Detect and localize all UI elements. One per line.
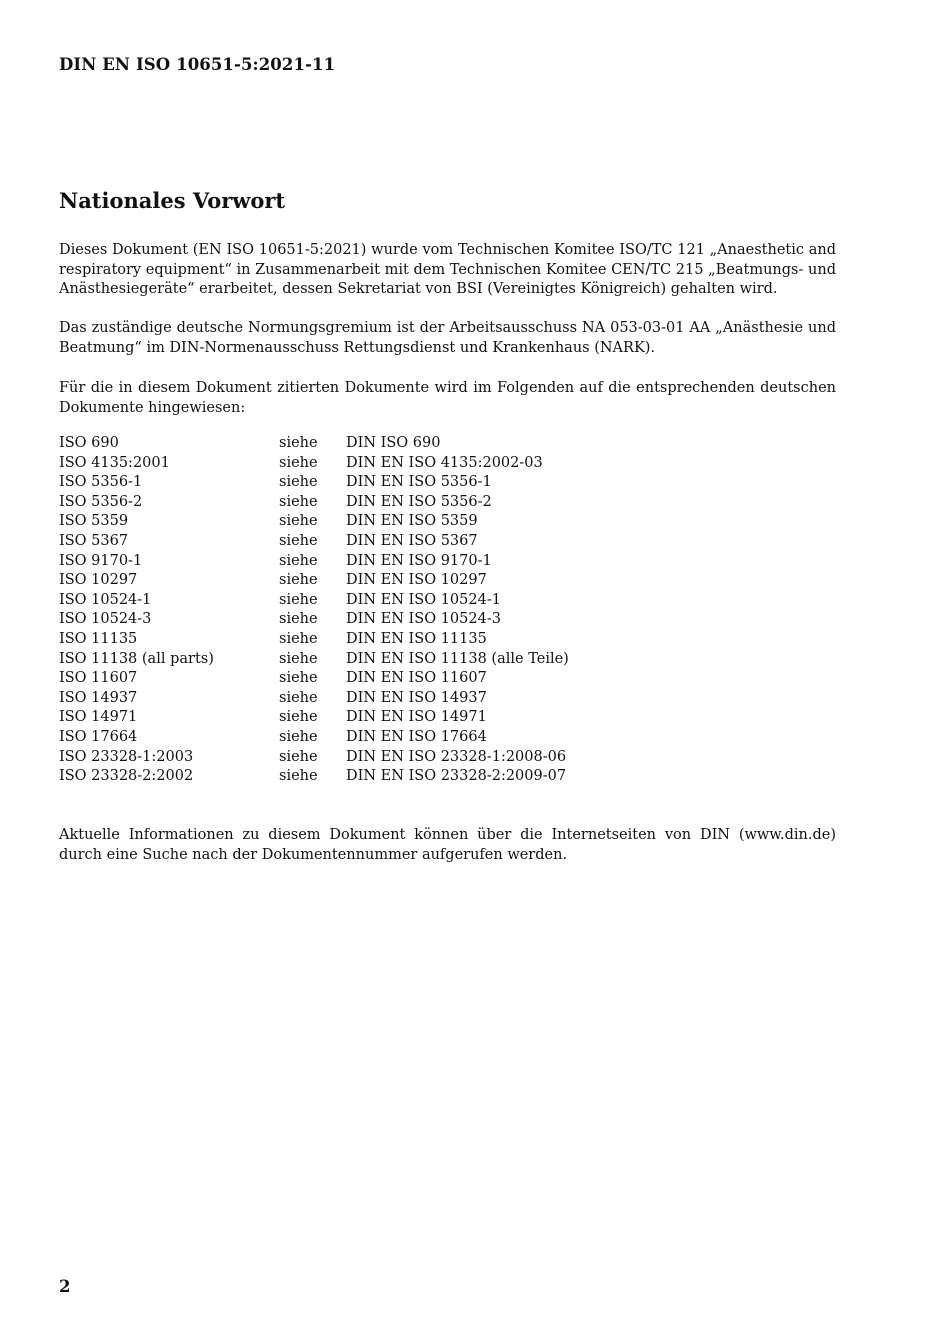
- iso-reference: ISO 5356-1: [59, 474, 143, 491]
- table-row: [59, 689, 569, 709]
- siehe-label: siehe: [279, 670, 318, 687]
- table-row: [59, 571, 569, 591]
- table-row: [59, 493, 569, 513]
- din-reference: DIN EN ISO 23328-2:2009-07: [346, 768, 567, 785]
- iso-reference: ISO 10297: [59, 572, 138, 589]
- table-row: [59, 610, 569, 630]
- iso-reference: ISO 5359: [59, 513, 129, 530]
- din-reference: DIN ISO 690: [346, 435, 441, 451]
- din-reference: DIN EN ISO 5367: [346, 532, 478, 549]
- iso-reference: ISO 690: [59, 435, 119, 451]
- iso-reference: ISO 11135: [59, 630, 138, 647]
- section-title: Nationales Vorwort: [59, 188, 286, 213]
- table-row: [59, 728, 569, 748]
- iso-reference: ISO 14971: [59, 709, 138, 726]
- siehe-label: siehe: [279, 454, 318, 471]
- iso-reference: ISO 4135:2001: [59, 454, 170, 471]
- page-number: 2: [59, 1277, 71, 1296]
- siehe-label: siehe: [279, 552, 318, 569]
- din-reference: DIN EN ISO 11138 (alle Teile): [346, 650, 569, 667]
- siehe-label: siehe: [279, 689, 318, 706]
- table-row: [59, 473, 569, 493]
- siehe-label: siehe: [279, 728, 318, 745]
- table-row: [59, 434, 569, 454]
- table-row: [59, 552, 569, 572]
- din-reference: DIN EN ISO 11607: [346, 670, 487, 687]
- iso-reference: ISO 5356-2: [59, 493, 143, 510]
- table-row: [59, 650, 569, 670]
- iso-reference: ISO 17664: [59, 728, 138, 745]
- iso-reference: ISO 11138 (all parts): [59, 650, 214, 667]
- din-reference: DIN EN ISO 10524-3: [346, 611, 501, 628]
- table-row: [59, 454, 569, 474]
- siehe-label: siehe: [279, 532, 318, 549]
- din-reference: DIN EN ISO 11135: [346, 630, 487, 647]
- din-reference: DIN EN ISO 14971: [346, 709, 487, 726]
- din-reference: DIN EN ISO 10297: [346, 572, 487, 589]
- table-row: [59, 767, 569, 787]
- siehe-label: siehe: [279, 630, 318, 647]
- siehe-label: siehe: [279, 493, 318, 510]
- reference-table: [59, 434, 569, 787]
- iso-reference: ISO 9170-1: [59, 552, 143, 569]
- siehe-label: siehe: [279, 709, 318, 726]
- table-row: [59, 748, 569, 768]
- table-row: [59, 532, 569, 552]
- iso-reference: ISO 11607: [59, 670, 138, 687]
- table-row: [59, 708, 569, 728]
- din-reference: DIN EN ISO 4135:2002-03: [346, 454, 543, 471]
- siehe-label: siehe: [279, 572, 318, 589]
- paragraph-committee: Dieses Dokument (EN ISO 10651-5:2021) wurde vom Technischen Komitee ISO/TC 121 „Anaesthetic and respiratory equipment“ in Zusammenarbeit mit dem Technischen Komitee CEN/TC 215 „Beatmungs- und Anästhesiegeräte“ erarbeitet, dessen Sekretariat von BSI (Vereinigtes Königreich) gehalten wird.: [59, 242, 836, 298]
- iso-reference: ISO 10524-3: [59, 611, 152, 628]
- din-reference: DIN EN ISO 9170-1: [346, 552, 492, 569]
- siehe-label: siehe: [279, 591, 318, 608]
- table-row: [59, 669, 569, 689]
- paragraph-references-intro: Für die in diesem Dokument zitierten Dokumente wird im Folgenden auf die entsprechenden deutschen Dokumente hingewiesen:: [59, 380, 836, 416]
- din-reference: DIN EN ISO 14937: [346, 689, 487, 706]
- paragraph-national-committee: Das zuständige deutsche Normungsgremium ist der Arbeitsausschuss NA 053-03-01 AA „Anästhesie und Beatmung“ im DIN-Normenausschuss Rettungsdienst und Krankenhaus (NARK).: [59, 320, 836, 356]
- page-header-doc-id: DIN EN ISO 10651-5:2021-11: [59, 55, 336, 74]
- table-row: [59, 630, 569, 650]
- iso-reference: ISO 10524-1: [59, 591, 152, 608]
- din-reference: DIN EN ISO 5356-2: [346, 493, 492, 510]
- table-row: [59, 591, 569, 611]
- siehe-label: siehe: [279, 650, 318, 667]
- siehe-label: siehe: [279, 611, 318, 628]
- siehe-label: siehe: [279, 435, 318, 451]
- din-reference: DIN EN ISO 5359: [346, 513, 478, 530]
- din-reference: DIN EN ISO 10524-1: [346, 591, 501, 608]
- table-row: [59, 512, 569, 532]
- iso-reference: ISO 23328-1:2003: [59, 748, 194, 765]
- din-reference: DIN EN ISO 5356-1: [346, 474, 492, 491]
- siehe-label: siehe: [279, 513, 318, 530]
- siehe-label: siehe: [279, 474, 318, 491]
- iso-reference: ISO 23328-2:2002: [59, 768, 194, 785]
- iso-reference: ISO 14937: [59, 689, 138, 706]
- siehe-label: siehe: [279, 748, 318, 765]
- din-reference: DIN EN ISO 23328-1:2008-06: [346, 748, 567, 765]
- iso-reference: ISO 5367: [59, 532, 129, 549]
- siehe-label: siehe: [279, 768, 318, 785]
- din-reference: DIN EN ISO 17664: [346, 728, 487, 745]
- paragraph-online-info: Aktuelle Informationen zu diesem Dokument können über die Internetseiten von DIN (www.din.de) durch eine Suche nach der Dokumentennummer aufgerufen werden.: [59, 827, 836, 863]
